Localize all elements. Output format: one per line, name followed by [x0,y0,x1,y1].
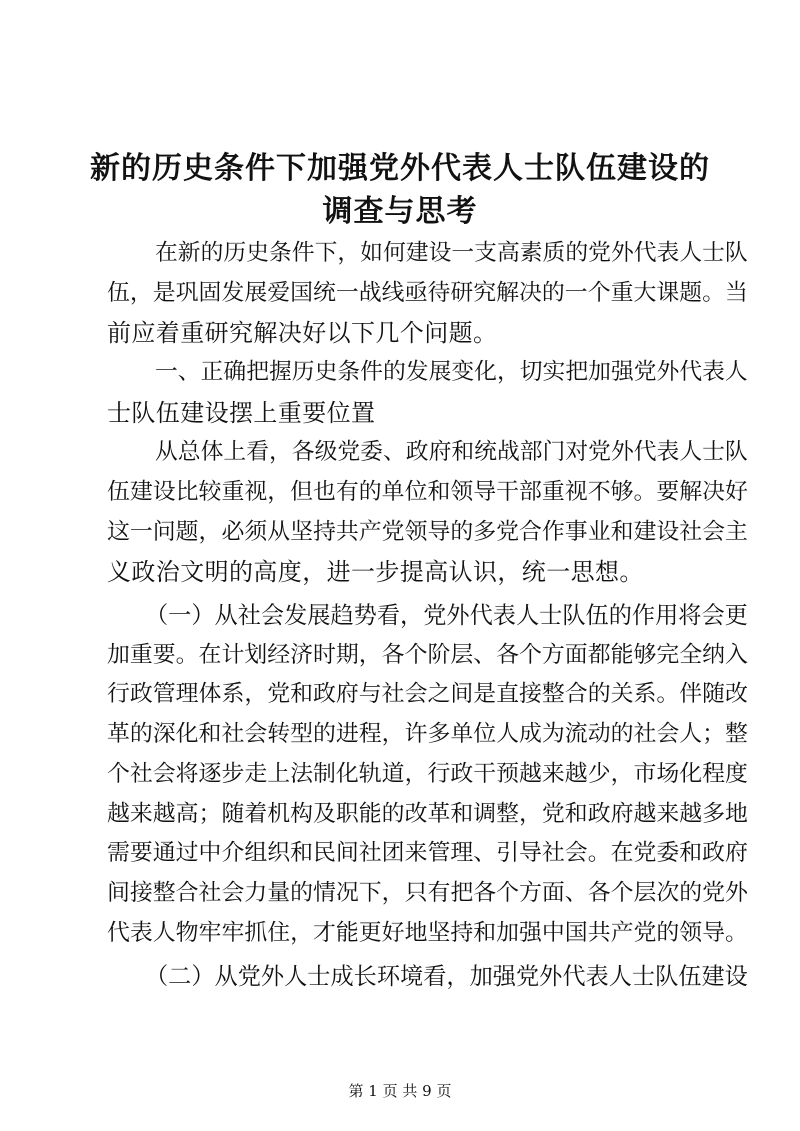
body-text-line: 个社会将逐步走上法制化轨道，行政干预越来越少，市场化程度 [107,761,748,787]
body-text-line: 在新的历史条件下，如何建设一支高素质的党外代表人士队 [155,240,748,266]
body-text-line: 间接整合社会力量的情况下，只有把各个方面、各个层次的党外 [107,880,748,906]
page-number-footer: 第 1 页 共 9 页 [348,1082,452,1100]
body-text-line: 伍，是巩固发展爱国统一战线亟待研究解决的一个重大课题。当 [107,280,748,306]
body-text-line: （二）从党外人士成长环境看，加强党外代表人士队伍建设 [145,963,748,990]
body-text-line: 伍建设比较重视，但也有的单位和领导干部重视不够。要解决好 [107,479,748,505]
body-text-line: 越来越高；随着机构及职能的改革和调整，党和政府越来越多地 [107,801,748,827]
section-heading-line: 一、正确把握历史条件的发展变化，切实把加强党外代表人 [155,359,748,385]
section-heading-line: 士队伍建设摆上重要位置 [107,399,376,427]
body-text-line: （一）从社会发展趋势看，党外代表人士队伍的作用将会更 [145,602,748,629]
body-text-line: 加重要。在计划经济时期，各个阶层、各个方面都能够完全纳入 [107,642,748,668]
body-text-line: 需要通过中介组织和民间社团来管理、引导社会。在党委和政府 [107,840,748,866]
body-text-line: 革的深化和社会转型的进程，许多单位人成为流动的社会人；整 [107,721,748,747]
body-text-line: 义政治文明的高度，进一步提高认识，统一思想。 [107,558,644,586]
body-text-line: 代表人物牢牢抓住，才能更好地坚持和加强中国共产党的领导。 [107,920,748,946]
body-text-line: 前应着重研究解决好以下几个问题。 [107,319,498,347]
body-text-line: 这一问题，必须从坚持共产党领导的多党合作事业和建设社会主 [107,519,748,545]
document-title-line-2: 调查与思考 [322,194,478,229]
body-text-line: 行政管理体系，党和政府与社会之间是直接整合的关系。伴随改 [107,681,748,707]
body-text-line: 从总体上看，各级党委、政府和统战部门对党外代表人士队 [155,439,748,465]
document-title-line-1: 新的历史条件下加强党外代表人士队伍建设的 [90,151,710,186]
